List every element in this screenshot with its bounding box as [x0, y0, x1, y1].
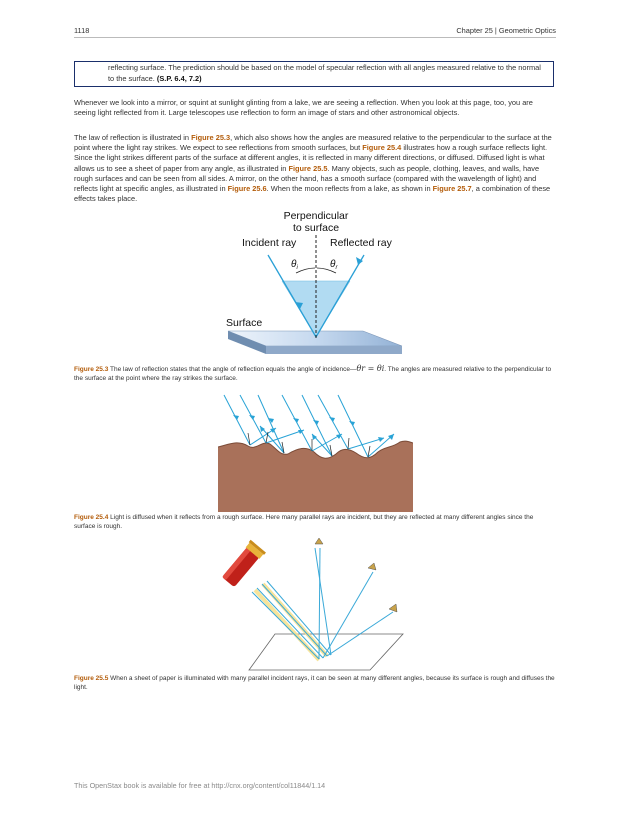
header-divider [74, 37, 556, 38]
science-practice-ref: (S.P. 6.4, 7.2) [156, 73, 202, 83]
reflected-ray-label: Reflected ray [330, 237, 392, 249]
incident-ray-label: Incident ray [242, 237, 297, 249]
figure-25-3-label: Figure 25.3 [74, 366, 109, 373]
para2-text-3: illustrates how a rough surface reflects light. Since the light strikes different parts of the surface at different angles, it is reflected in many different directions, or diffused. Diffused light is what allows us to see a sheet of paper from any angle, as illustrated in [74, 143, 548, 173]
reflection-equation: θr = θi [356, 364, 385, 373]
figure-25-3-link[interactable]: Figure 25.3 [191, 133, 231, 142]
objective-sentence: reflecting surface. The prediction should be based on the model of specular reflection with all angles measured relative to the normal to the surface. [108, 63, 541, 83]
figure-25-4-caption [74, 513, 556, 531]
surface-slab-front [266, 346, 402, 354]
intro-paragraph: Whenever we look into a mirror, or squint at sunlight glinting from a lake, we are seeing a reflection. When you look at this page, too, you are seeing light reflected from it. Large telescopes use reflection to form an image of stars and other astronomical objects. [74, 98, 533, 118]
perpendicular-label-line1: Perpendicular [283, 210, 349, 222]
page-footer: This OpenStax book is available for free at http://cnx.org/content/col11844/1.14 [74, 781, 326, 790]
para2-text-1: The law of reflection is illustrated in [74, 133, 192, 142]
figure-25-6-link[interactable]: Figure 25.6 [227, 184, 267, 194]
figure-25-3-caption [74, 364, 556, 383]
angle-cone [282, 281, 350, 337]
theta-i-arc [296, 268, 315, 273]
figure-25-3-caption-text-b: . The angles are measured relative to the perpendicular to the surface at the point where the ray strikes the surface. [74, 366, 552, 382]
law-of-reflection-diagram [220, 205, 410, 360]
chapter-title: Chapter 25 | Geometric Optics [456, 26, 556, 35]
rough-surface [218, 441, 413, 512]
figure-25-5-caption-text: When a sheet of paper is illuminated with many parallel incident rays, it can be seen at many different angles, because its surface is rough and diffuses the light. [74, 675, 555, 691]
surface-label: Surface [226, 317, 263, 329]
learning-objective-text [108, 63, 547, 84]
para2-text-4: . Many objects, such as people, clothing, leaves, and walls, have rough surfaces and can be seen from all sides. A mirror, on the other hand, has a smooth surface (compared with the wavelength of light) and reflects light at specific angles, as illustrated in [74, 163, 540, 194]
theta-i-label: $\theta_i$ [291, 259, 298, 271]
law-of-reflection-paragraph [74, 133, 556, 204]
learning-objective-box [74, 61, 554, 87]
figure-25-3-caption-text-a: The law of reflection states that the angle of reflection equals the angle of incidence— [108, 366, 357, 373]
figure-25-7-link[interactable]: Figure 25.7 [432, 184, 472, 194]
figure-25-5-link[interactable]: Figure 25.5 [288, 163, 328, 173]
perpendicular-label-line2: to surface [292, 222, 340, 234]
para2-text-6: , a combination of these effects takes place. [74, 184, 551, 204]
flashlight-icon [220, 540, 266, 589]
figure-25-5-caption [74, 674, 556, 692]
para2-text-5: . When the moon reflects from a lake, as shown in [266, 184, 433, 194]
theta-r-label: $\theta_r$ [330, 259, 338, 271]
para2-text-2: , which also shows how the angles are measured relative to the perpendicular to the surface at the point where the light ray strikes. We expect to see reflections from smooth surfaces, but [74, 133, 552, 153]
figure-25-4-link[interactable]: Figure 25.4 [362, 143, 402, 153]
figure-25-5-label: Figure 25.5 [74, 675, 109, 682]
figure-25-4-label: Figure 25.4 [74, 514, 109, 521]
figure-25-4-caption-text: Light is diffused when it reflects from a rough surface. Here many parallel rays are incident, but they are reflected at many different angles since the surface is rough. [74, 514, 534, 530]
page-number: 1118 [74, 26, 90, 35]
rough-surface-diffusion-diagram [218, 390, 413, 512]
paper-illumination-diagram [215, 538, 410, 673]
